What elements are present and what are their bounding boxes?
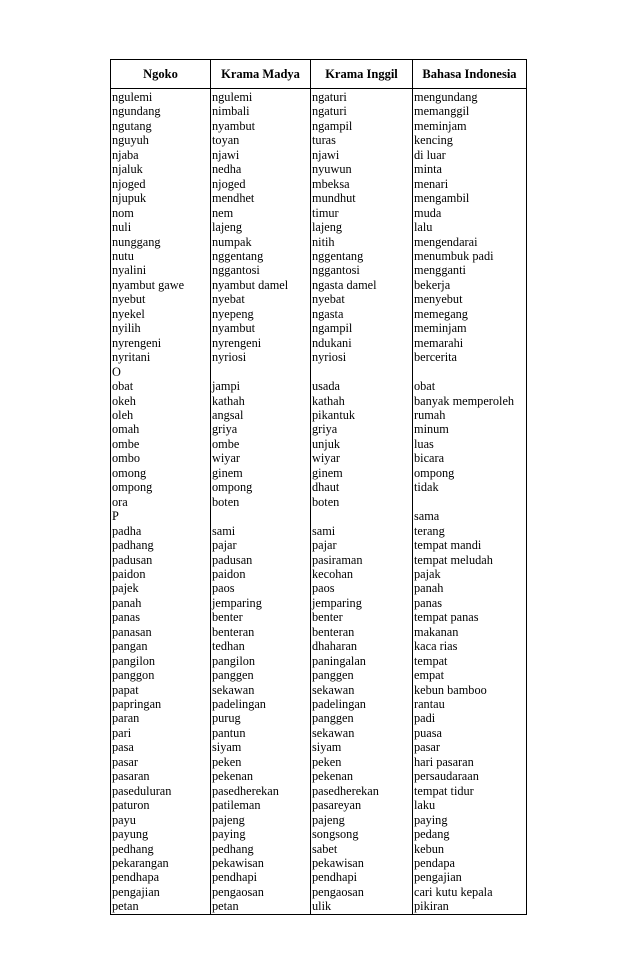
- cell-ngoko: obat: [111, 379, 211, 393]
- table-row: [111, 827, 527, 841]
- cell-krama-madya: ombe: [211, 437, 311, 451]
- cell-ngoko: ora: [111, 495, 211, 509]
- cell-krama-inggil: njawi: [311, 148, 413, 162]
- cell-krama-inggil: mbeksa: [311, 177, 413, 191]
- cell-ngoko: njaluk: [111, 162, 211, 176]
- cell-krama-madya: nedha: [211, 162, 311, 176]
- cell-krama-inggil: siyam: [311, 740, 413, 754]
- cell-bahasa-indonesia: sama: [413, 509, 527, 523]
- cell-krama-madya: padusan: [211, 553, 311, 567]
- cell-krama-inggil: [311, 365, 413, 379]
- cell-ngoko: nyambut gawe: [111, 278, 211, 292]
- cell-krama-inggil: pikantuk: [311, 408, 413, 422]
- header-krama-madya: Krama Madya: [211, 60, 311, 89]
- cell-krama-madya: lajeng: [211, 220, 311, 234]
- cell-krama-madya: paying: [211, 827, 311, 841]
- cell-ngoko: pasar: [111, 755, 211, 769]
- cell-krama-inggil: ngaturi: [311, 104, 413, 118]
- cell-krama-madya: petan: [211, 899, 311, 914]
- cell-krama-madya: njoged: [211, 177, 311, 191]
- table-row: [111, 856, 527, 870]
- table-row: [111, 235, 527, 249]
- cell-ngoko: pasaran: [111, 769, 211, 783]
- cell-krama-madya: pasedherekan: [211, 784, 311, 798]
- cell-ngoko: O: [111, 365, 211, 379]
- table-row: [111, 567, 527, 581]
- cell-bahasa-indonesia: makanan: [413, 625, 527, 639]
- table-row: [111, 769, 527, 783]
- cell-krama-inggil: pekenan: [311, 769, 413, 783]
- cell-ngoko: papringan: [111, 697, 211, 711]
- cell-ngoko: nyrengeni: [111, 336, 211, 350]
- table-row: [111, 784, 527, 798]
- cell-krama-madya: jemparing: [211, 596, 311, 610]
- table-row: [111, 451, 527, 465]
- cell-krama-inggil: ngaturi: [311, 89, 413, 105]
- cell-bahasa-indonesia: padi: [413, 711, 527, 725]
- cell-bahasa-indonesia: hari pasaran: [413, 755, 527, 769]
- cell-bahasa-indonesia: bekerja: [413, 278, 527, 292]
- cell-krama-madya: numpak: [211, 235, 311, 249]
- cell-bahasa-indonesia: obat: [413, 379, 527, 393]
- cell-bahasa-indonesia: mengganti: [413, 263, 527, 277]
- cell-bahasa-indonesia: lalu: [413, 220, 527, 234]
- cell-ngoko: nom: [111, 206, 211, 220]
- cell-ngoko: okeh: [111, 394, 211, 408]
- cell-krama-inggil: mundhut: [311, 191, 413, 205]
- cell-krama-inggil: jemparing: [311, 596, 413, 610]
- table-row: [111, 321, 527, 335]
- cell-bahasa-indonesia: ompong: [413, 466, 527, 480]
- table-row: [111, 524, 527, 538]
- cell-krama-madya: nyambut: [211, 321, 311, 335]
- cell-krama-inggil: pajar: [311, 538, 413, 552]
- cell-krama-inggil: lajeng: [311, 220, 413, 234]
- cell-ngoko: panas: [111, 610, 211, 624]
- cell-bahasa-indonesia: banyak memperoleh: [413, 394, 527, 408]
- cell-krama-madya: patileman: [211, 798, 311, 812]
- table-row: [111, 755, 527, 769]
- cell-ngoko: panah: [111, 596, 211, 610]
- cell-krama-inggil: wiyar: [311, 451, 413, 465]
- cell-krama-inggil: ngasta damel: [311, 278, 413, 292]
- cell-krama-inggil: benteran: [311, 625, 413, 639]
- table-row: [111, 610, 527, 624]
- table-row: [111, 278, 527, 292]
- table-row: [111, 480, 527, 494]
- cell-ngoko: pekarangan: [111, 856, 211, 870]
- table-row: [111, 350, 527, 364]
- cell-krama-inggil: ndukani: [311, 336, 413, 350]
- cell-krama-inggil: nitih: [311, 235, 413, 249]
- cell-krama-inggil: peken: [311, 755, 413, 769]
- table-row: [111, 885, 527, 899]
- cell-krama-madya: pengaosan: [211, 885, 311, 899]
- cell-ngoko: ombo: [111, 451, 211, 465]
- cell-ngoko: pendhapa: [111, 870, 211, 884]
- cell-bahasa-indonesia: mengambil: [413, 191, 527, 205]
- cell-krama-inggil: songsong: [311, 827, 413, 841]
- cell-krama-inggil: pasareyan: [311, 798, 413, 812]
- cell-krama-madya: pantun: [211, 726, 311, 740]
- cell-krama-madya: mendhet: [211, 191, 311, 205]
- cell-bahasa-indonesia: tempat meludah: [413, 553, 527, 567]
- cell-ngoko: P: [111, 509, 211, 523]
- cell-ngoko: padhang: [111, 538, 211, 552]
- cell-krama-inggil: panggen: [311, 711, 413, 725]
- cell-krama-inggil: kathah: [311, 394, 413, 408]
- cell-krama-inggil: nggentang: [311, 249, 413, 263]
- cell-ngoko: nyritani: [111, 350, 211, 364]
- cell-ngoko: omong: [111, 466, 211, 480]
- table-row: [111, 509, 527, 523]
- cell-krama-madya: njawi: [211, 148, 311, 162]
- cell-bahasa-indonesia: meminjam: [413, 119, 527, 133]
- table-row: [111, 379, 527, 393]
- table-row: [111, 89, 527, 105]
- cell-krama-madya: toyan: [211, 133, 311, 147]
- cell-krama-madya: jampi: [211, 379, 311, 393]
- cell-bahasa-indonesia: empat: [413, 668, 527, 682]
- cell-krama-inggil: ngampil: [311, 321, 413, 335]
- cell-krama-inggil: pasiraman: [311, 553, 413, 567]
- cell-krama-madya: ginem: [211, 466, 311, 480]
- cell-krama-inggil: boten: [311, 495, 413, 509]
- cell-krama-madya: panggen: [211, 668, 311, 682]
- cell-krama-madya: nyepeng: [211, 307, 311, 321]
- cell-krama-inggil: pekawisan: [311, 856, 413, 870]
- cell-ngoko: panasan: [111, 625, 211, 639]
- cell-bahasa-indonesia: menumbuk padi: [413, 249, 527, 263]
- cell-ngoko: paturon: [111, 798, 211, 812]
- cell-bahasa-indonesia: bicara: [413, 451, 527, 465]
- cell-krama-madya: angsal: [211, 408, 311, 422]
- header-row: [111, 60, 527, 89]
- cell-bahasa-indonesia: pedang: [413, 827, 527, 841]
- cell-krama-inggil: timur: [311, 206, 413, 220]
- table-row: [111, 104, 527, 118]
- cell-bahasa-indonesia: tempat panas: [413, 610, 527, 624]
- cell-krama-inggil: usada: [311, 379, 413, 393]
- cell-bahasa-indonesia: rumah: [413, 408, 527, 422]
- cell-bahasa-indonesia: puasa: [413, 726, 527, 740]
- cell-bahasa-indonesia: panas: [413, 596, 527, 610]
- cell-krama-madya: pekenan: [211, 769, 311, 783]
- cell-bahasa-indonesia: di luar: [413, 148, 527, 162]
- cell-krama-madya: boten: [211, 495, 311, 509]
- table-row: [111, 177, 527, 191]
- table-row: [111, 162, 527, 176]
- cell-ngoko: padusan: [111, 553, 211, 567]
- table-row: [111, 495, 527, 509]
- cell-bahasa-indonesia: pajak: [413, 567, 527, 581]
- cell-ngoko: pangilon: [111, 654, 211, 668]
- table-row: [111, 899, 527, 914]
- cell-krama-madya: tedhan: [211, 639, 311, 653]
- cell-ngoko: panggon: [111, 668, 211, 682]
- cell-bahasa-indonesia: memarahi: [413, 336, 527, 350]
- cell-krama-inggil: pengaosan: [311, 885, 413, 899]
- cell-krama-madya: nem: [211, 206, 311, 220]
- cell-krama-madya: sekawan: [211, 683, 311, 697]
- cell-bahasa-indonesia: kebun: [413, 842, 527, 856]
- cell-ngoko: pasa: [111, 740, 211, 754]
- cell-ngoko: paidon: [111, 567, 211, 581]
- table-row: [111, 292, 527, 306]
- cell-ngoko: ngundang: [111, 104, 211, 118]
- cell-krama-inggil: padelingan: [311, 697, 413, 711]
- cell-bahasa-indonesia: muda: [413, 206, 527, 220]
- table-row: [111, 654, 527, 668]
- cell-ngoko: nunggang: [111, 235, 211, 249]
- cell-bahasa-indonesia: tempat tidur: [413, 784, 527, 798]
- table-row: [111, 538, 527, 552]
- table-row: [111, 740, 527, 754]
- cell-bahasa-indonesia: minta: [413, 162, 527, 176]
- cell-ngoko: pengajian: [111, 885, 211, 899]
- cell-bahasa-indonesia: cari kutu kepala: [413, 885, 527, 899]
- table-row: [111, 711, 527, 725]
- cell-krama-madya: nyambut: [211, 119, 311, 133]
- cell-krama-madya: peken: [211, 755, 311, 769]
- table-row: [111, 581, 527, 595]
- cell-ngoko: nyebut: [111, 292, 211, 306]
- cell-krama-madya: [211, 509, 311, 523]
- cell-ngoko: njaba: [111, 148, 211, 162]
- table-row: [111, 683, 527, 697]
- cell-bahasa-indonesia: memanggil: [413, 104, 527, 118]
- cell-ngoko: paseduluran: [111, 784, 211, 798]
- cell-ngoko: nyilih: [111, 321, 211, 335]
- cell-krama-inggil: ngampil: [311, 119, 413, 133]
- cell-bahasa-indonesia: persaudaraan: [413, 769, 527, 783]
- cell-krama-madya: nggantosi: [211, 263, 311, 277]
- cell-krama-madya: [211, 365, 311, 379]
- cell-bahasa-indonesia: kencing: [413, 133, 527, 147]
- cell-krama-inggil: dhaut: [311, 480, 413, 494]
- cell-ngoko: paran: [111, 711, 211, 725]
- cell-krama-madya: siyam: [211, 740, 311, 754]
- cell-krama-madya: nimbali: [211, 104, 311, 118]
- cell-bahasa-indonesia: pikiran: [413, 899, 527, 914]
- table-row: [111, 639, 527, 653]
- cell-ngoko: papat: [111, 683, 211, 697]
- cell-bahasa-indonesia: minum: [413, 422, 527, 436]
- cell-krama-madya: paidon: [211, 567, 311, 581]
- table-row: [111, 813, 527, 827]
- cell-krama-inggil: ngasta: [311, 307, 413, 321]
- cell-ngoko: pedhang: [111, 842, 211, 856]
- cell-bahasa-indonesia: memegang: [413, 307, 527, 321]
- cell-krama-inggil: nyriosi: [311, 350, 413, 364]
- cell-ngoko: pangan: [111, 639, 211, 653]
- cell-ngoko: pajek: [111, 581, 211, 595]
- table-row: [111, 870, 527, 884]
- cell-krama-madya: kathah: [211, 394, 311, 408]
- table-row: [111, 191, 527, 205]
- table-row: [111, 842, 527, 856]
- cell-krama-inggil: ginem: [311, 466, 413, 480]
- cell-bahasa-indonesia: pengajian: [413, 870, 527, 884]
- cell-bahasa-indonesia: paying: [413, 813, 527, 827]
- cell-bahasa-indonesia: luas: [413, 437, 527, 451]
- cell-krama-madya: nyambut damel: [211, 278, 311, 292]
- cell-bahasa-indonesia: [413, 495, 527, 509]
- cell-krama-inggil: dhaharan: [311, 639, 413, 653]
- cell-krama-madya: nyebat: [211, 292, 311, 306]
- table-row: [111, 263, 527, 277]
- cell-krama-inggil: pajeng: [311, 813, 413, 827]
- cell-krama-inggil: [311, 509, 413, 523]
- cell-krama-inggil: griya: [311, 422, 413, 436]
- cell-krama-inggil: nyebat: [311, 292, 413, 306]
- cell-krama-madya: purug: [211, 711, 311, 725]
- table-row: [111, 336, 527, 350]
- cell-ngoko: njoged: [111, 177, 211, 191]
- cell-ngoko: nguyuh: [111, 133, 211, 147]
- cell-bahasa-indonesia: mengundang: [413, 89, 527, 105]
- table-row: [111, 365, 527, 379]
- cell-krama-inggil: benter: [311, 610, 413, 624]
- cell-ngoko: ngulemi: [111, 89, 211, 105]
- cell-bahasa-indonesia: rantau: [413, 697, 527, 711]
- table-row: [111, 553, 527, 567]
- cell-bahasa-indonesia: bercerita: [413, 350, 527, 364]
- cell-krama-madya: pedhang: [211, 842, 311, 856]
- table-row: [111, 307, 527, 321]
- cell-krama-madya: sami: [211, 524, 311, 538]
- cell-krama-madya: pekawisan: [211, 856, 311, 870]
- cell-krama-inggil: sami: [311, 524, 413, 538]
- cell-ngoko: nuli: [111, 220, 211, 234]
- header-bahasa-indonesia: Bahasa Indonesia: [413, 60, 527, 89]
- cell-krama-inggil: nggantosi: [311, 263, 413, 277]
- cell-bahasa-indonesia: tidak: [413, 480, 527, 494]
- table-row: [111, 133, 527, 147]
- cell-krama-madya: wiyar: [211, 451, 311, 465]
- table-row: [111, 466, 527, 480]
- cell-ngoko: ngutang: [111, 119, 211, 133]
- cell-bahasa-indonesia: tempat: [413, 654, 527, 668]
- cell-ngoko: payung: [111, 827, 211, 841]
- cell-bahasa-indonesia: tempat mandi: [413, 538, 527, 552]
- table-row: [111, 437, 527, 451]
- cell-ngoko: payu: [111, 813, 211, 827]
- cell-ngoko: padha: [111, 524, 211, 538]
- cell-krama-inggil: ulik: [311, 899, 413, 914]
- cell-bahasa-indonesia: pasar: [413, 740, 527, 754]
- cell-krama-madya: padelingan: [211, 697, 311, 711]
- cell-bahasa-indonesia: kebun bamboo: [413, 683, 527, 697]
- table-row: [111, 119, 527, 133]
- cell-ngoko: omah: [111, 422, 211, 436]
- cell-bahasa-indonesia: pendapa: [413, 856, 527, 870]
- cell-krama-inggil: kecohan: [311, 567, 413, 581]
- cell-krama-madya: nyriosi: [211, 350, 311, 364]
- cell-krama-madya: paos: [211, 581, 311, 595]
- cell-bahasa-indonesia: panah: [413, 581, 527, 595]
- cell-bahasa-indonesia: [413, 365, 527, 379]
- cell-krama-madya: benteran: [211, 625, 311, 639]
- cell-krama-inggil: sekawan: [311, 683, 413, 697]
- table-row: [111, 220, 527, 234]
- cell-bahasa-indonesia: laku: [413, 798, 527, 812]
- cell-krama-madya: pajar: [211, 538, 311, 552]
- table-row: [111, 668, 527, 682]
- cell-krama-madya: pajeng: [211, 813, 311, 827]
- cell-bahasa-indonesia: menyebut: [413, 292, 527, 306]
- table-row: [111, 408, 527, 422]
- cell-krama-inggil: paos: [311, 581, 413, 595]
- cell-krama-madya: pangilon: [211, 654, 311, 668]
- cell-krama-inggil: paningalan: [311, 654, 413, 668]
- cell-krama-inggil: pendhapi: [311, 870, 413, 884]
- cell-krama-madya: benter: [211, 610, 311, 624]
- cell-ngoko: pari: [111, 726, 211, 740]
- cell-bahasa-indonesia: menari: [413, 177, 527, 191]
- cell-krama-madya: ngulemi: [211, 89, 311, 105]
- cell-bahasa-indonesia: meminjam: [413, 321, 527, 335]
- table-header: [111, 60, 527, 89]
- table-row: [111, 394, 527, 408]
- cell-ngoko: njupuk: [111, 191, 211, 205]
- cell-ngoko: ombe: [111, 437, 211, 451]
- table-row: [111, 249, 527, 263]
- header-krama-inggil: Krama Inggil: [311, 60, 413, 89]
- cell-ngoko: nutu: [111, 249, 211, 263]
- cell-krama-madya: nyrengeni: [211, 336, 311, 350]
- cell-ngoko: oleh: [111, 408, 211, 422]
- cell-krama-inggil: sabet: [311, 842, 413, 856]
- table-row: [111, 148, 527, 162]
- table-row: [111, 596, 527, 610]
- cell-krama-madya: nggentang: [211, 249, 311, 263]
- table-row: [111, 206, 527, 220]
- table-row: [111, 798, 527, 812]
- cell-krama-madya: pendhapi: [211, 870, 311, 884]
- header-ngoko: Ngoko: [111, 60, 211, 89]
- cell-bahasa-indonesia: terang: [413, 524, 527, 538]
- cell-ngoko: ompong: [111, 480, 211, 494]
- table-row: [111, 625, 527, 639]
- cell-krama-inggil: pasedherekan: [311, 784, 413, 798]
- cell-ngoko: nyekel: [111, 307, 211, 321]
- cell-krama-inggil: panggen: [311, 668, 413, 682]
- cell-ngoko: petan: [111, 899, 211, 914]
- cell-krama-inggil: sekawan: [311, 726, 413, 740]
- cell-krama-inggil: turas: [311, 133, 413, 147]
- cell-bahasa-indonesia: kaca rias: [413, 639, 527, 653]
- table-body: [111, 89, 527, 915]
- cell-krama-madya: ompong: [211, 480, 311, 494]
- cell-krama-madya: griya: [211, 422, 311, 436]
- table-row: [111, 697, 527, 711]
- cell-krama-inggil: unjuk: [311, 437, 413, 451]
- vocabulary-table: [110, 59, 527, 915]
- table-row: [111, 726, 527, 740]
- table-row: [111, 422, 527, 436]
- cell-bahasa-indonesia: mengendarai: [413, 235, 527, 249]
- cell-krama-inggil: nyuwun: [311, 162, 413, 176]
- cell-ngoko: nyalini: [111, 263, 211, 277]
